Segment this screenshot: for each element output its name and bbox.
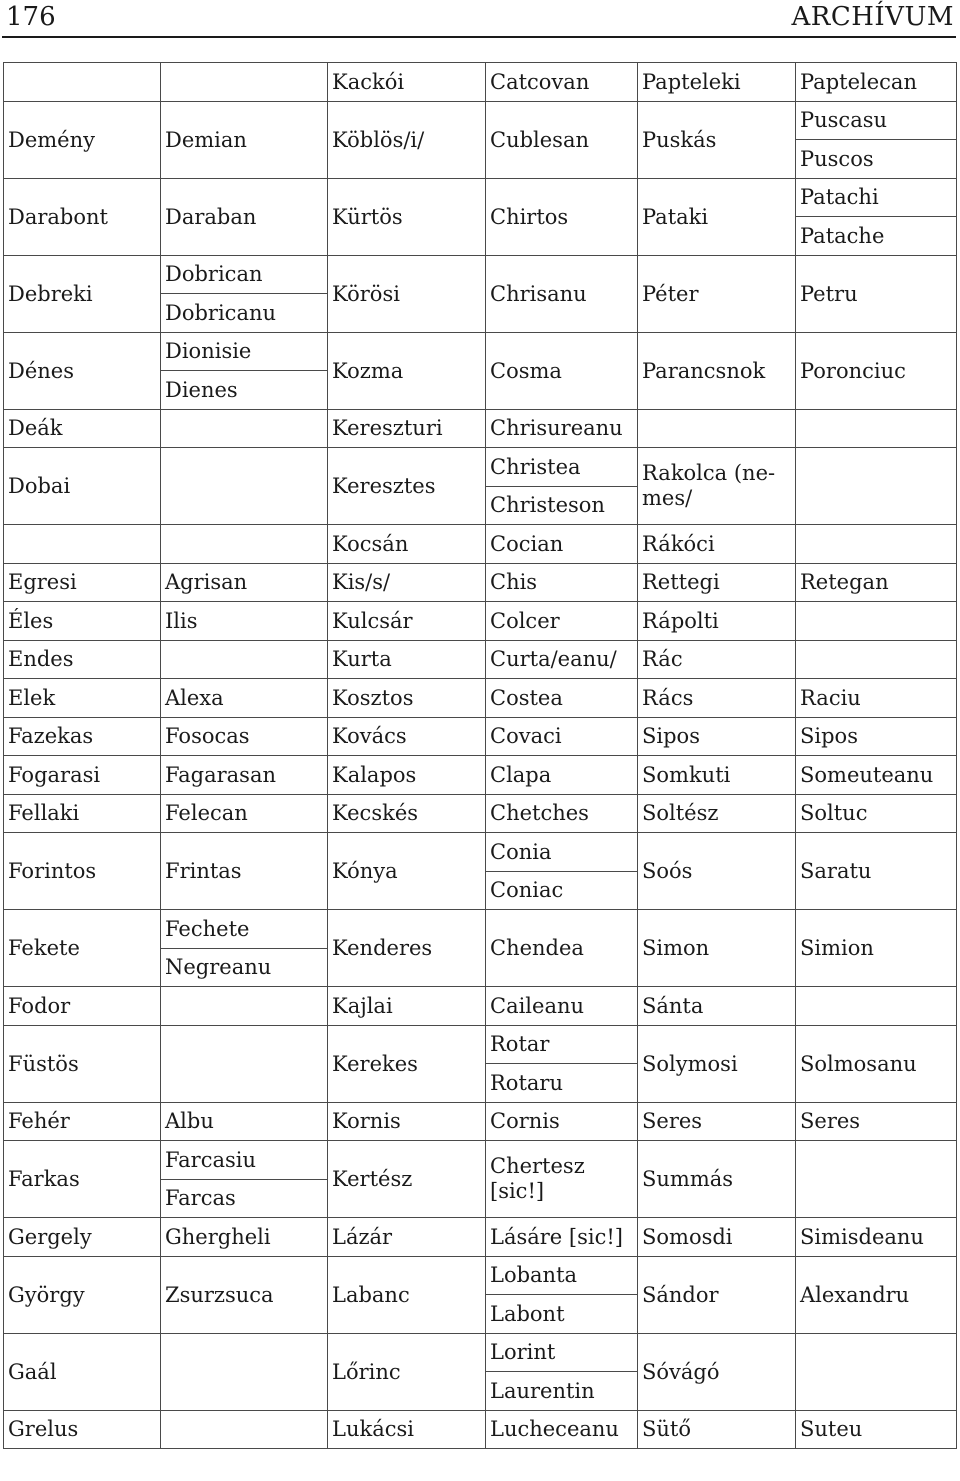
- table-cell: Fodor: [4, 987, 161, 1026]
- table-cell: Kereszturi: [328, 409, 486, 448]
- table-cell: Cublesan: [486, 101, 638, 178]
- table-cell: Chrisanu: [486, 255, 638, 332]
- table-cell: Farcas: [161, 1179, 328, 1218]
- table-cell: Sipos: [796, 717, 957, 756]
- table-cell: Rettegi: [638, 563, 796, 602]
- table-cell: Fazekas: [4, 717, 161, 756]
- table-cell: Kónya: [328, 833, 486, 910]
- table-cell: Chetches: [486, 794, 638, 833]
- table-row: [4, 255, 957, 294]
- table-cell: Lorint: [486, 1333, 638, 1372]
- table-row: [4, 679, 957, 718]
- table-row: [4, 833, 957, 872]
- table-cell: Elek: [4, 679, 161, 718]
- table-cell: Curta/eanu/: [486, 640, 638, 679]
- table-cell: Dobricanu: [161, 294, 328, 333]
- page-header: [4, 0, 954, 34]
- table-cell: [796, 525, 957, 564]
- table-cell: Puskás: [638, 101, 796, 178]
- table-cell: Poronciuc: [796, 332, 957, 409]
- table-cell: Lásáre [sic!]: [486, 1218, 638, 1257]
- table-cell: Simon: [638, 910, 796, 987]
- table-cell: Solymosi: [638, 1025, 796, 1102]
- table-cell: Dobai: [4, 448, 161, 525]
- table-cell: Fekete: [4, 910, 161, 987]
- table-cell: [4, 525, 161, 564]
- table-cell: Kulcsár: [328, 602, 486, 641]
- table-row: [4, 1102, 957, 1141]
- table-cell: Alexandru: [796, 1256, 957, 1333]
- table-cell: Farcasiu: [161, 1141, 328, 1180]
- table-cell: Alexa: [161, 679, 328, 718]
- table-row: [4, 332, 957, 371]
- table-cell: Köblös/i/: [328, 101, 486, 178]
- table-row: [4, 910, 957, 949]
- table-cell: Lőrinc: [328, 1333, 486, 1410]
- table-cell: Chis: [486, 563, 638, 602]
- table-cell: Fosocas: [161, 717, 328, 756]
- table-cell: Simisdeanu: [796, 1218, 957, 1257]
- table-cell: Sütő: [638, 1410, 796, 1449]
- table-cell: Kackói: [328, 63, 486, 102]
- table-cell: [796, 1333, 957, 1410]
- table-cell: Kerekes: [328, 1025, 486, 1102]
- table-cell: Kecskés: [328, 794, 486, 833]
- table-cell: Rács: [638, 679, 796, 718]
- table-cell: Dobrican: [161, 255, 328, 294]
- table-cell: Cornis: [486, 1102, 638, 1141]
- table-cell: Labanc: [328, 1256, 486, 1333]
- table-cell: Colcer: [486, 602, 638, 641]
- table-cell: [4, 63, 161, 102]
- table-cell: Soós: [638, 833, 796, 910]
- table-cell: Rápolti: [638, 602, 796, 641]
- table-cell: Lázár: [328, 1218, 486, 1257]
- table-cell: Keresztes: [328, 448, 486, 525]
- table-cell: Parancsnok: [638, 332, 796, 409]
- table-row: [4, 1025, 957, 1064]
- table-cell: [161, 640, 328, 679]
- table-cell: [161, 1410, 328, 1449]
- table-cell: [161, 1025, 328, 1102]
- table-cell: Labont: [486, 1295, 638, 1334]
- table-cell: Christeson: [486, 486, 638, 525]
- table-cell: Debreki: [4, 255, 161, 332]
- table-cell: Deák: [4, 409, 161, 448]
- table-cell: Rotaru: [486, 1064, 638, 1103]
- table-cell: Costea: [486, 679, 638, 718]
- table-cell: Kovács: [328, 717, 486, 756]
- table-cell: [161, 525, 328, 564]
- table-cell: Kornis: [328, 1102, 486, 1141]
- table-cell: Retegan: [796, 563, 957, 602]
- table-cell: Catcovan: [486, 63, 638, 102]
- table-cell: Éles: [4, 602, 161, 641]
- table-cell: Kurta: [328, 640, 486, 679]
- table-cell: Papteleki: [638, 63, 796, 102]
- table-row: [4, 794, 957, 833]
- table-cell: Péter: [638, 255, 796, 332]
- table-cell: Laurentin: [486, 1372, 638, 1411]
- table-cell: Soltuc: [796, 794, 957, 833]
- table-cell: Chertesz [sic!]: [486, 1141, 638, 1218]
- table-cell: Gergely: [4, 1218, 161, 1257]
- table-cell: Gaál: [4, 1333, 161, 1410]
- table-cell: [796, 987, 957, 1026]
- table-row: [4, 717, 957, 756]
- table-cell: Seres: [638, 1102, 796, 1141]
- table-cell: [796, 409, 957, 448]
- table-cell: Petru: [796, 255, 957, 332]
- table-row: [4, 178, 957, 217]
- table-cell: [161, 1333, 328, 1410]
- table-cell: Rákóci: [638, 525, 796, 564]
- table-cell: Daraban: [161, 178, 328, 255]
- table-cell: Chendea: [486, 910, 638, 987]
- table-row: [4, 563, 957, 602]
- table-cell: Simion: [796, 910, 957, 987]
- table-cell: Dionisie: [161, 332, 328, 371]
- table-cell: Rác: [638, 640, 796, 679]
- table-cell: Suteu: [796, 1410, 957, 1449]
- table-cell: Clapa: [486, 756, 638, 795]
- table-cell: Christea: [486, 448, 638, 487]
- table-cell: Puscos: [796, 140, 957, 179]
- header-divider: [2, 36, 956, 38]
- table-cell: Seres: [796, 1102, 957, 1141]
- table-cell: Sándor: [638, 1256, 796, 1333]
- table-cell: Covaci: [486, 717, 638, 756]
- table-cell: Caileanu: [486, 987, 638, 1026]
- table-cell: [796, 602, 957, 641]
- table-cell: Rotar: [486, 1025, 638, 1064]
- table-cell: Soltész: [638, 794, 796, 833]
- table-row: [4, 448, 957, 487]
- table-row: [4, 640, 957, 679]
- table-cell: [161, 448, 328, 525]
- table-cell: Kalapos: [328, 756, 486, 795]
- table-cell: Pataki: [638, 178, 796, 255]
- table-cell: Somkuti: [638, 756, 796, 795]
- table-cell: [638, 409, 796, 448]
- page-number: 176: [6, 2, 56, 32]
- table-row: [4, 409, 957, 448]
- table-cell: Sóvágó: [638, 1333, 796, 1410]
- table-row: [4, 101, 957, 140]
- table-cell: Demian: [161, 101, 328, 178]
- table-cell: [796, 1141, 957, 1218]
- table-cell: Farkas: [4, 1141, 161, 1218]
- table-cell: Fechete: [161, 910, 328, 949]
- table-cell: Lobanta: [486, 1256, 638, 1295]
- table-cell: Kertész: [328, 1141, 486, 1218]
- table-cell: Solmosanu: [796, 1025, 957, 1102]
- table-row: [4, 1141, 957, 1180]
- table-cell: Sánta: [638, 987, 796, 1026]
- table-cell: Demény: [4, 101, 161, 178]
- table-cell: Negreanu: [161, 948, 328, 987]
- table-cell: Patache: [796, 217, 957, 256]
- table-cell: Sipos: [638, 717, 796, 756]
- table-cell: Patachi: [796, 178, 957, 217]
- table-cell: Endes: [4, 640, 161, 679]
- table-cell: Grelus: [4, 1410, 161, 1449]
- table-cell: Lukácsi: [328, 1410, 486, 1449]
- section-title: ARCHÍVUM: [791, 2, 954, 32]
- table-cell: Felecan: [161, 794, 328, 833]
- table-cell: Füstös: [4, 1025, 161, 1102]
- table-row: [4, 602, 957, 641]
- name-correspondence-table: [3, 62, 957, 1449]
- table-row: [4, 63, 957, 102]
- table-row: [4, 1333, 957, 1372]
- table-cell: Someuteanu: [796, 756, 957, 795]
- table-cell: Kajlai: [328, 987, 486, 1026]
- table-cell: Kenderes: [328, 910, 486, 987]
- table-cell: Saratu: [796, 833, 957, 910]
- table-cell: [161, 409, 328, 448]
- table-cell: Kürtös: [328, 178, 486, 255]
- table-cell: Chrisureanu: [486, 409, 638, 448]
- table-cell: Kosztos: [328, 679, 486, 718]
- table-cell: Zsurzsuca: [161, 1256, 328, 1333]
- table-cell: Kis/s/: [328, 563, 486, 602]
- table-cell: Paptelecan: [796, 63, 957, 102]
- table-cell: Egresi: [4, 563, 161, 602]
- table-row: [4, 525, 957, 564]
- table-cell: Puscasu: [796, 101, 957, 140]
- table-cell: Fehér: [4, 1102, 161, 1141]
- table-row: [4, 756, 957, 795]
- table-cell: Dénes: [4, 332, 161, 409]
- table-cell: Albu: [161, 1102, 328, 1141]
- table-cell: Ghergheli: [161, 1218, 328, 1257]
- table-cell: Dienes: [161, 371, 328, 410]
- table-cell: Fogarasi: [4, 756, 161, 795]
- table-cell: Somosdi: [638, 1218, 796, 1257]
- table-cell: Kocsán: [328, 525, 486, 564]
- table-cell: Coniac: [486, 871, 638, 910]
- table-cell: Fellaki: [4, 794, 161, 833]
- table-cell: Cocian: [486, 525, 638, 564]
- table-cell: Rakolca (ne- mes/: [638, 448, 796, 525]
- table-cell: Fagarasan: [161, 756, 328, 795]
- table-cell: Chirtos: [486, 178, 638, 255]
- table-cell: Raciu: [796, 679, 957, 718]
- table-cell: [161, 987, 328, 1026]
- table-cell: György: [4, 1256, 161, 1333]
- table-cell: Cosma: [486, 332, 638, 409]
- table-row: [4, 1256, 957, 1295]
- table-cell: [796, 640, 957, 679]
- table-row: [4, 1410, 957, 1449]
- table-cell: Darabont: [4, 178, 161, 255]
- table-cell: Körösi: [328, 255, 486, 332]
- table-cell: Kozma: [328, 332, 486, 409]
- table-cell: Summás: [638, 1141, 796, 1218]
- table-cell: Conia: [486, 833, 638, 872]
- table-cell: Lucheceanu: [486, 1410, 638, 1449]
- table-cell: Frintas: [161, 833, 328, 910]
- table-cell: Forintos: [4, 833, 161, 910]
- table-cell: Agrisan: [161, 563, 328, 602]
- table-row: [4, 1218, 957, 1257]
- table-cell: Ilis: [161, 602, 328, 641]
- table-row: [4, 987, 957, 1026]
- table-cell: [796, 448, 957, 525]
- table-cell: [161, 63, 328, 102]
